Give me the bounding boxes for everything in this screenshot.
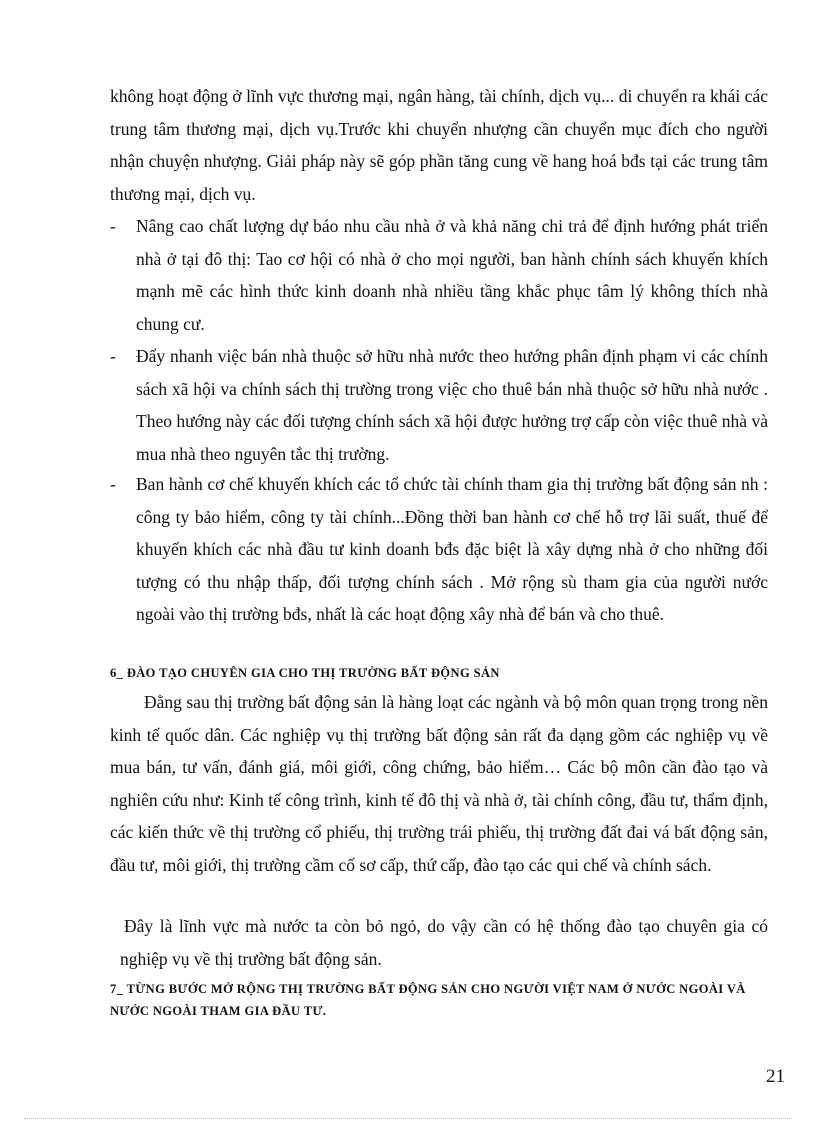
section-7-heading: 7_ TỪNG BƯỚC MỞ RỘNG THỊ TRƯỜNG BẤT ĐỘNG SẢN CHO NGƯỜI VIỆT NAM Ở NƯỚC NGOÀI VÀ NƯỚC NGOÀI THAM GIA ĐẦU TƯ. <box>110 982 746 1018</box>
section-6-paragraph-2: Đây là lĩnh vực mà nước ta còn bỏ ngỏ, do vậy cần có hệ thống đào tạo chuyên gia có nghiệp vụ về thị trường bất động sản. <box>120 916 768 969</box>
bullet-marker: - <box>110 474 116 494</box>
bullet-item-state-housing: Đẩy nhanh việc bán nhà thuộc sở hữu nhà nước theo hướng phân định phạm vi các chính sách xã hội va chính sách thị trường trong việc cho thuê bán nhà thuộc sở hữu nhà nước . Theo hướng này các đối tượng chính sách xã hội được hưởng trợ cấp còn việc thuê nhà và mua nhà theo nguyên tắc thị trường. <box>136 346 768 464</box>
bullet-marker: - <box>110 346 116 366</box>
page-number: 21 <box>766 1066 785 1087</box>
bullet-marker: - <box>110 216 116 236</box>
section-6-heading: 6_ ĐÀO TẠO CHUYÊN GIA CHO THỊ TRƯỜNG BẤT ĐỘNG SẢN <box>110 666 500 680</box>
bullet-item-financial-institutions: Ban hành cơ chế khuyến khích các tổ chức tài chính tham gia thị trường bất động sản nh : công ty bảo hiểm, công ty tài chính...Đồng thời ban hành cơ chế hỗ trợ lãi suất, thuế để khuyến khích các nhà đầu tư kinh doanh bđs đặc biệt là xây dựng nhà ở cho những đối tượng có thu nhập thấp, đối tượng chính sách . Mở rộng sù tham gia của người nước ngoài vào thị trường bđs, nhất là các hoạt động xây nhà để bán và cho thuê. <box>136 474 768 624</box>
bullet-item-forecast: Nâng cao chất lượng dự báo nhu cầu nhà ở và khả năng chi trả để định hướng phát triển nhà ở tại đô thị: Tao cơ hội có nhà ở cho mọi người, ban hành chính sách khuyến khích mạnh mẽ các hình thức kinh doanh nhà nhiều tầng khắc phục tâm lý không thích nhà chung cư. <box>136 216 768 334</box>
page-bottom-divider <box>24 1118 792 1119</box>
paragraph-continuation: không hoạt động ở lĩnh vực thương mại, ngân hàng, tài chính, dịch vụ... di chuyển ra khái các trung tâm thương mại, dịch vụ.Trước khi chuyển nhượng cần chuyển mục đích cho người nhận chuyện nhượng. Giải pháp này sẽ góp phần tăng cung về hang hoá bđs tại các trung tâm thương mại, dịch vụ. <box>110 86 768 204</box>
section-6-paragraph-1: Đằng sau thị trường bất động sản là hàng loạt các ngành và bộ môn quan trọng trong nền kinh tế quốc dân. Các nghiệp vụ thị trường bất động sản rất đa dạng gồm các nghiệp vụ về mua bán, tư vấn, đánh giá, môi giới, công chứng, bảo hiểm… Các bộ môn cần đào tạo và nghiên cứu như: Kinh tế công trình, kinh tế đô thị và nhà ở, tài chính công, đầu tư, thẩm định, các kiến thức về thị trường cổ phiếu, thị trường trái phiếu, thị trường đất đai vá bất động sản, đầu tư, môi giới, thị trường cầm cố sơ cấp, thứ cấp, đào tạo các qui chế và chính sách. <box>110 692 768 875</box>
